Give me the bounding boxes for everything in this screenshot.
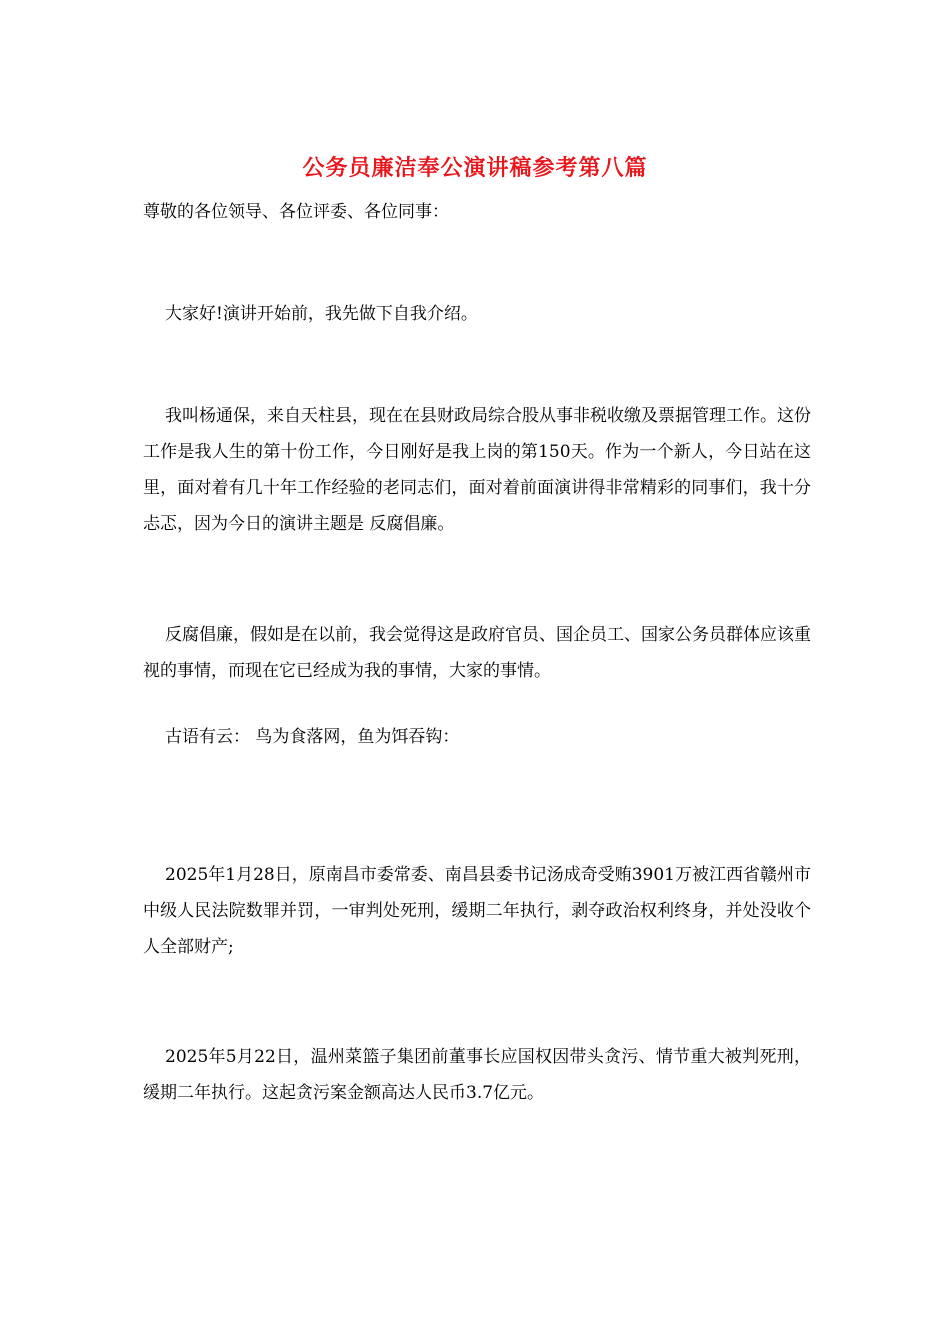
salutation-paragraph: 尊敬的各位领导、各位评委、各位同事： <box>143 202 449 222</box>
body-paragraph: 2025年5月22日，温州菜篮子集团前董事长应国权因带头贪污、情节重大被判死刑，缓期二年执行。这起贪污案金额高达人民币3.7亿元。 <box>143 1047 811 1103</box>
body-paragraph: 大家好!演讲开始前，我先做下自我介绍。 <box>165 304 478 324</box>
body-paragraph: 古语有云： 鸟为食落网，鱼为饵吞钩： <box>165 727 460 747</box>
body-paragraph: 我叫杨通保，来自天柱县，现在在县财政局综合股从事非税收缴及票据管理工作。这份工作是我人生的第十份工作，今日刚好是我上岗的第150天。作为一个新人，今日站在这里，面对着有几十年工作经验的老同志们，面对着前面演讲得非常精彩的同事们，我十分忐忑，因为今日的演讲主题是 反腐倡廉。 <box>143 406 811 534</box>
body-paragraph: 2025年1月28日，原南昌市委常委、南昌县委书记汤成奇受贿3901万被江西省赣州市中级人民法院数罪并罚，一审判处死刑，缓期二年执行，剥夺政治权利终身，并处没收个人全部财产; <box>143 865 811 957</box>
document-title: 公务员廉洁奉公演讲稿参考第八篇 <box>302 155 648 181</box>
body-paragraph: 反腐倡廉，假如是在以前，我会觉得这是政府官员、国企员工、国家公务员群体应该重视的事情，而现在它已经成为我的事情，大家的事情。 <box>143 625 811 681</box>
